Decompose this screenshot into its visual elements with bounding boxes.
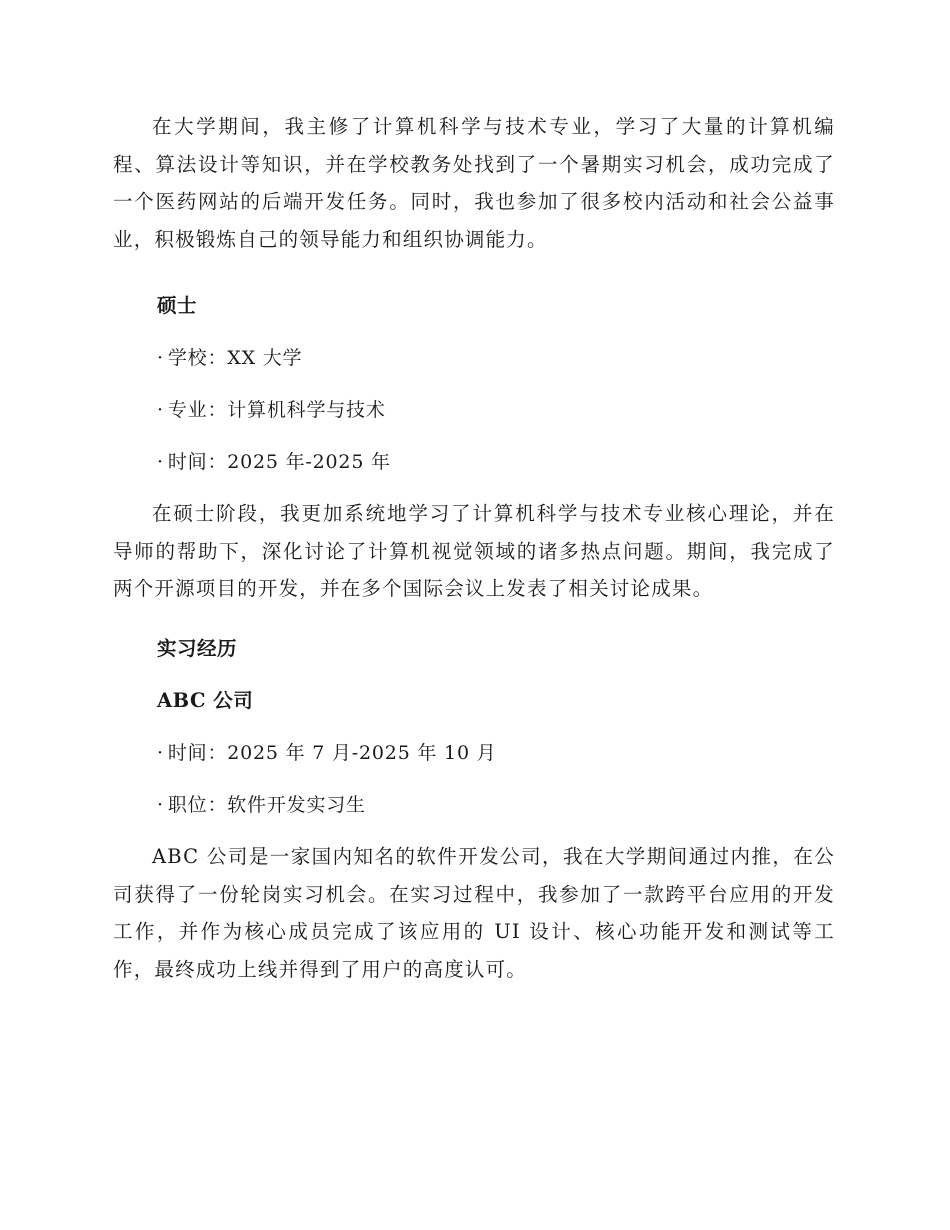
bullet-dot-icon: · — [157, 794, 164, 816]
masters-major-text: 专业：计算机科学与技术 — [167, 399, 386, 421]
internship-heading: 实习经历 — [157, 637, 238, 660]
internship-role-text: 职位：软件开发实习生 — [167, 794, 366, 816]
internship-time-text: 时间：2025 年 7 月-2025 年 10 月 — [167, 742, 497, 764]
bullet-dot-icon: · — [157, 451, 164, 473]
masters-paragraph: 在硕士阶段，我更加系统地学习了计算机科学与技术专业核心理论，并在导师的帮助下，深化讨论了计算机视觉领域的诸多热点问题。期间，我完成了两个开源项目的开发，并在多个国际会议上发表了相关讨论成果。 — [113, 502, 835, 600]
internship-role-item — [157, 791, 366, 819]
company-heading: ABC 公司 — [157, 689, 254, 712]
internship-time-item — [157, 739, 496, 767]
masters-school-item — [157, 344, 302, 372]
masters-school-text: 学校：XX 大学 — [167, 347, 303, 369]
bullet-dot-icon: · — [157, 347, 164, 369]
bullet-dot-icon: · — [157, 742, 164, 764]
bullet-dot-icon: · — [157, 399, 164, 421]
masters-major-item — [157, 396, 386, 424]
masters-heading: 硕士 — [157, 294, 198, 317]
masters-time-text: 时间：2025 年-2025 年 — [167, 451, 391, 473]
undergrad-paragraph: 在大学期间，我主修了计算机科学与技术专业，学习了大量的计算机编程、算法设计等知识，并在学校教务处找到了一个暑期实习机会，成功完成了一个医药网站的后端开发任务。同时，我也参加了很多校内活动和社会公益事业，积极锻炼自己的领导能力和组织协调能力。 — [113, 115, 835, 251]
internship-paragraph: ABC 公司是一家国内知名的软件开发公司，我在大学期间通过内推，在公司获得了一份轮岗实习机会。在实习过程中，我参加了一款跨平台应用的开发工作，并作为核心成员完成了该应用的 UI 设计、核心功能开发和测试等工作，最终成功上线并得到了用户的高度认可。 — [113, 845, 835, 981]
masters-time-item — [157, 448, 391, 476]
